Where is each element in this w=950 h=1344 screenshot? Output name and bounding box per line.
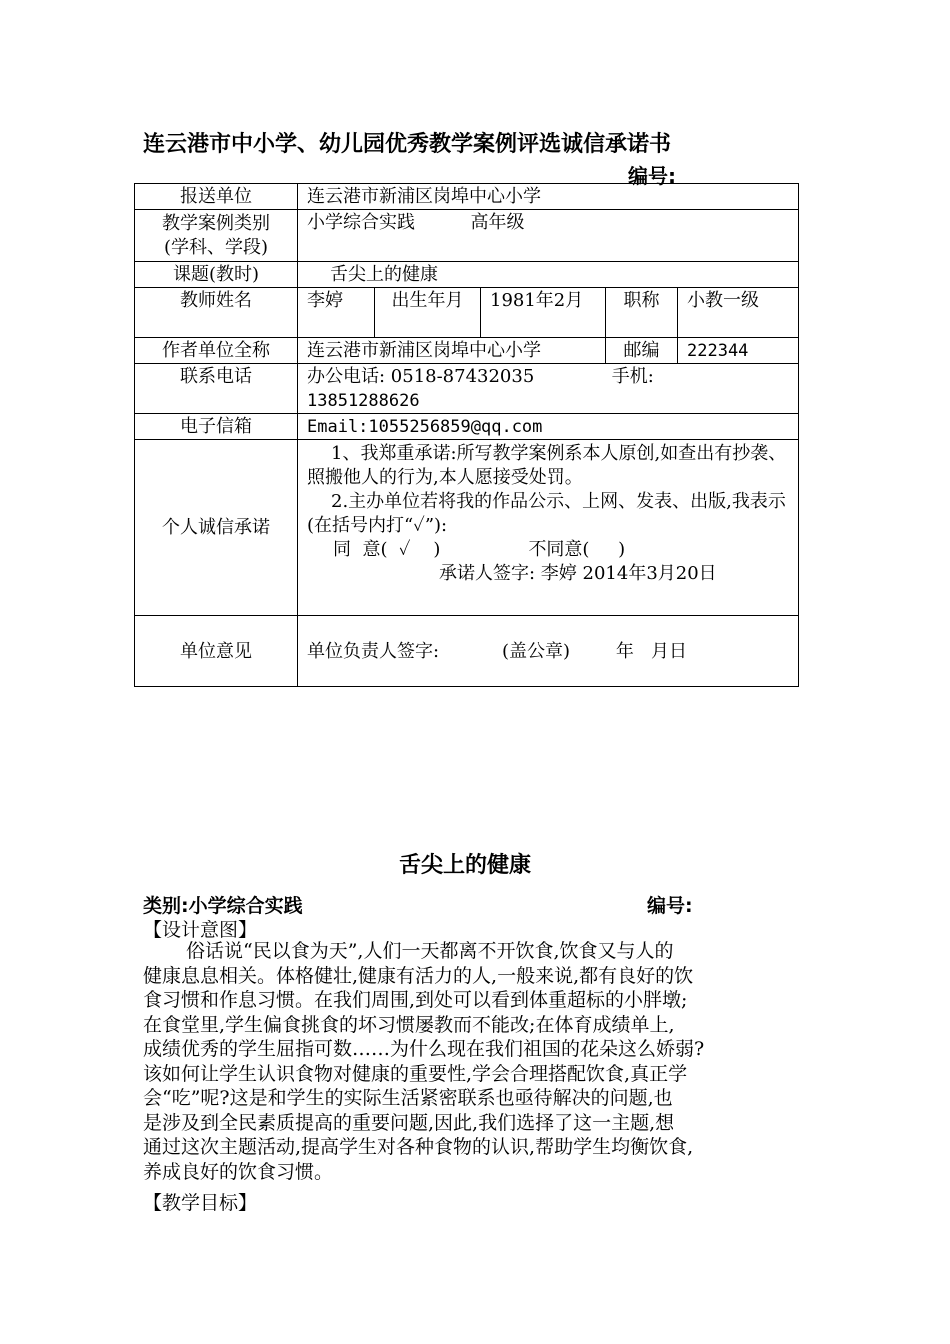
category-subject: 小学综合实践: [307, 212, 415, 233]
form-row-unit: [135, 184, 799, 210]
category-label-line1: 教学案例类别: [162, 213, 270, 234]
category-label: [135, 210, 298, 262]
email-value: Email:1055256859@qq.com: [298, 414, 799, 440]
postcode-value: 222344: [678, 338, 799, 364]
pledge-item-1: 1、我郑重承诺:所写教学案例系本人原创,如查出有抄袭、照搬他人的行为,本人愿接受处罚。: [307, 443, 787, 488]
pledge-label: 个人诚信承诺: [135, 440, 298, 616]
paragraph-line: 俗话说“民以食为天”,人们一天都离不开饮食,饮食又与人的: [186, 940, 674, 962]
title-label: 职称: [606, 288, 678, 338]
phone-label: 联系电话: [135, 364, 298, 414]
design-paragraph: [143, 939, 825, 1184]
form-row-organization: [135, 338, 799, 364]
paragraph-line: 食习惯和作息习惯。在我们周围,到处可以看到体重超标的小胖墩;: [143, 989, 688, 1011]
paragraph-line: 健康息息相关。体格健壮,健康有活力的人,一般来说,都有良好的饮: [143, 964, 694, 987]
paragraph-line: 在食堂里,学生偏食挑食的坏习惯屡教而不能改;在体育成绩单上,: [143, 1013, 675, 1036]
mobile-value: 13851288626: [307, 391, 420, 411]
form-row-pledge: [135, 440, 799, 616]
unit-value: 连云港市新浦区岗埠中心小学: [298, 184, 799, 210]
category-label-line2: (学科、学段): [163, 237, 269, 258]
topic-value: 舌尖上的健康: [298, 262, 799, 288]
form-row-topic: [135, 262, 799, 288]
agree-choice: [307, 538, 792, 562]
form-row-opinion: [135, 616, 799, 687]
birth-label: 出生年月: [375, 288, 481, 338]
mobile-label: 手机:: [611, 366, 654, 387]
org-label: 作者单位全称: [135, 338, 298, 364]
form-row-email: [135, 414, 799, 440]
disagree-option: 不同意( ): [528, 539, 626, 560]
topic-label: 课题(教时): [135, 262, 298, 288]
pledge-item-2: 2.主办单位若将我的作品公示、上网、发表、出版,我表示(在括号内打“✓”):: [307, 491, 786, 536]
opinion-label: 单位意见: [135, 616, 298, 687]
office-phone: 办公电话: 0518-87432035: [307, 366, 535, 387]
section-title: 舌尖上的健康: [399, 853, 532, 878]
category-line: 类别:小学综合实践: [143, 895, 303, 917]
unit-label: 报送单位: [135, 184, 298, 210]
paragraph-line: 养成良好的饮食习惯。: [143, 1160, 334, 1183]
form-row-phone: [135, 364, 799, 414]
pledge-signature: 承诺人签字: 李婷 2014年3月20日: [439, 563, 717, 584]
form-row-category: [135, 210, 799, 262]
design-heading: 【设计意图】: [143, 919, 258, 941]
paragraph-line: 成绩优秀的学生屈指可数……为什么现在我们祖国的花朵这么娇弱?: [143, 1038, 705, 1060]
opinion-value: 单位负责人签字: (盖公章) 年 月日: [298, 616, 799, 687]
serial-number-label-2: 编号:: [647, 895, 693, 917]
teacher-label: 教师姓名: [135, 288, 298, 338]
category-grade: 高年级: [470, 212, 525, 233]
paragraph-line: 是涉及到全民素质提高的重要问题,因此,我们选择了这一主题,想: [143, 1111, 675, 1134]
title-value: 小教一级: [678, 288, 799, 338]
category-value: [298, 210, 799, 262]
teacher-value: 李婷: [298, 288, 375, 338]
integrity-pledge-form: [134, 183, 799, 687]
org-value: 连云港市新浦区岗埠中心小学: [298, 338, 606, 364]
goals-heading: 【教学目标】: [143, 1192, 258, 1214]
email-label: 电子信箱: [135, 414, 298, 440]
form-row-teacher: [135, 288, 799, 338]
paragraph-line: 通过这次主题活动,提高学生对各种食物的认识,帮助学生均衡饮食,: [143, 1136, 694, 1158]
postcode-label: 邮编: [606, 338, 678, 364]
birth-value: 1981年2月: [481, 288, 606, 338]
phone-value: [298, 364, 799, 414]
serial-number-label: 编号:: [628, 164, 676, 188]
paragraph-line: 会“吃”呢?这是和学生的实际生活紧密联系也亟待解决的问题,也: [143, 1087, 673, 1109]
agree-option: 同 意( ✓ ): [333, 539, 441, 560]
pledge-content: [298, 440, 799, 616]
document-title: 连云港市中小学、幼儿园优秀教学案例评选诚信承诺书: [143, 132, 672, 157]
paragraph-line: 该如何让学生认识食物对健康的重要性,学会合理搭配饮食,真正学: [143, 1062, 688, 1085]
